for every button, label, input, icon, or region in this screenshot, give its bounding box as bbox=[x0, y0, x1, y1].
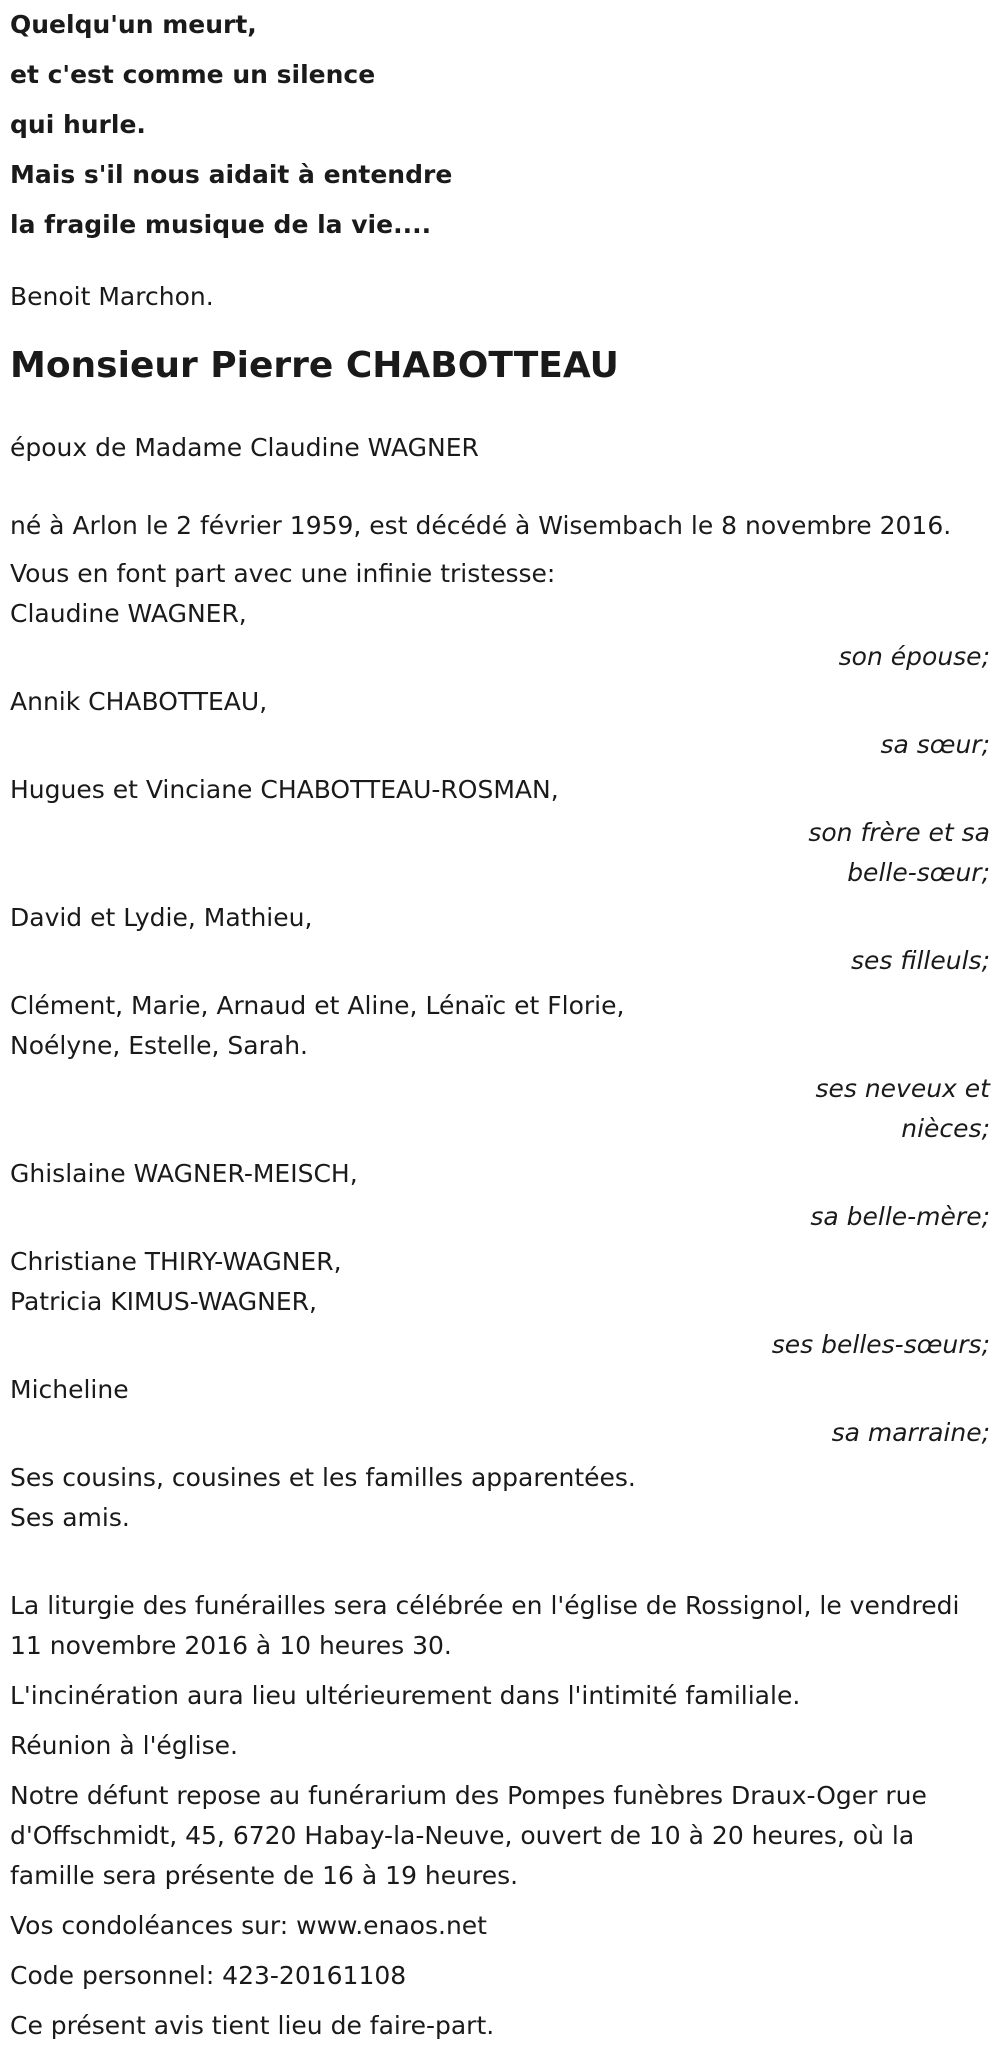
poem-line: qui hurle. bbox=[10, 110, 146, 139]
deceased-name: Monsieur Pierre CHABOTTEAU bbox=[10, 345, 619, 386]
family-names bbox=[10, 770, 990, 810]
birth-death-line: né à Arlon le 2 février 1959, est décédé à Wisembach le 8 novembre 2016. bbox=[10, 511, 952, 540]
family-names bbox=[10, 682, 990, 722]
family-name-line: Annik CHABOTTEAU, bbox=[10, 687, 268, 716]
condolences-text: Vos condoléances sur: www.enaos.net bbox=[10, 1911, 487, 1940]
reunion-text: Réunion à l'église. bbox=[10, 1731, 238, 1760]
poem-line: la fragile musique de la vie.... bbox=[10, 210, 432, 239]
family-names bbox=[10, 986, 990, 1066]
family-role: sa sœur; bbox=[880, 730, 990, 759]
family-names bbox=[10, 594, 990, 634]
notice-text: Ce présent avis tient lieu de faire-part. bbox=[10, 2011, 495, 2040]
ceremony-info bbox=[10, 1586, 990, 2046]
family-role: sa belle-mère; bbox=[810, 1202, 990, 1231]
family-list bbox=[10, 594, 990, 1453]
family-role: son frère et sa belle-sœur; bbox=[808, 818, 990, 887]
family-names bbox=[10, 898, 990, 938]
liturgy-text: La liturgie des funérailles sera célébrée en l'église de Rossignol, le vendredi 11 novembre 2016 à 10 heures 30. bbox=[10, 1591, 960, 1660]
announcement-intro: Vous en font part avec une infinie tristesse: bbox=[10, 559, 556, 588]
family-role: ses filleuls; bbox=[850, 946, 990, 975]
family-name-line: Claudine WAGNER, bbox=[10, 599, 247, 628]
family-name-line: Ghislaine WAGNER-MEISCH, bbox=[10, 1159, 358, 1188]
family-name-line: Christiane THIRY-WAGNER, bbox=[10, 1247, 342, 1276]
family-name-line: David et Lydie, Mathieu, bbox=[10, 903, 313, 932]
family-names bbox=[10, 1154, 990, 1194]
family-names bbox=[10, 1242, 990, 1322]
spouse-line: époux de Madame Claudine WAGNER bbox=[10, 433, 479, 462]
family-name-line: Patricia KIMUS-WAGNER, bbox=[10, 1287, 317, 1316]
friends-line: Ses amis. bbox=[10, 1503, 130, 1532]
poem-line: Mais s'il nous aidait à entendre bbox=[10, 160, 453, 189]
poem bbox=[10, 0, 990, 250]
poem-author: Benoit Marchon. bbox=[10, 282, 214, 311]
incineration-text: L'incinération aura lieu ultérieurement dans l'intimité familiale. bbox=[10, 1681, 801, 1710]
poem-line: et c'est comme un silence bbox=[10, 60, 376, 89]
poem-line: Quelqu'un meurt, bbox=[10, 10, 257, 39]
family-role: son épouse; bbox=[838, 642, 990, 671]
family-role: ses belles-sœurs; bbox=[771, 1330, 990, 1359]
family-name-line: Hugues et Vinciane CHABOTTEAU-ROSMAN, bbox=[10, 775, 559, 804]
family-name-line: Clément, Marie, Arnaud et Aline, Lénaïc et Florie, bbox=[10, 991, 625, 1020]
family-name-line: Noélyne, Estelle, Sarah. bbox=[10, 1031, 308, 1060]
family-role: ses neveux et nièces; bbox=[815, 1074, 990, 1143]
family-name-line: Micheline bbox=[10, 1375, 129, 1404]
personal-code: Code personnel: 423-20161108 bbox=[10, 1961, 407, 1990]
funerarium-text: Notre défunt repose au funérarium des Pompes funèbres Draux-Oger rue d'Offschmidt, 45, 6720 Habay-la-Neuve, ouvert de 10 à 20 heures, où la famille sera présente de 16 à 19 heures. bbox=[10, 1781, 927, 1890]
family-names bbox=[10, 1370, 990, 1410]
relatives-line: Ses cousins, cousines et les familles apparentées. bbox=[10, 1463, 636, 1492]
family-role: sa marraine; bbox=[831, 1418, 990, 1447]
obituary-page bbox=[10, 0, 990, 2046]
